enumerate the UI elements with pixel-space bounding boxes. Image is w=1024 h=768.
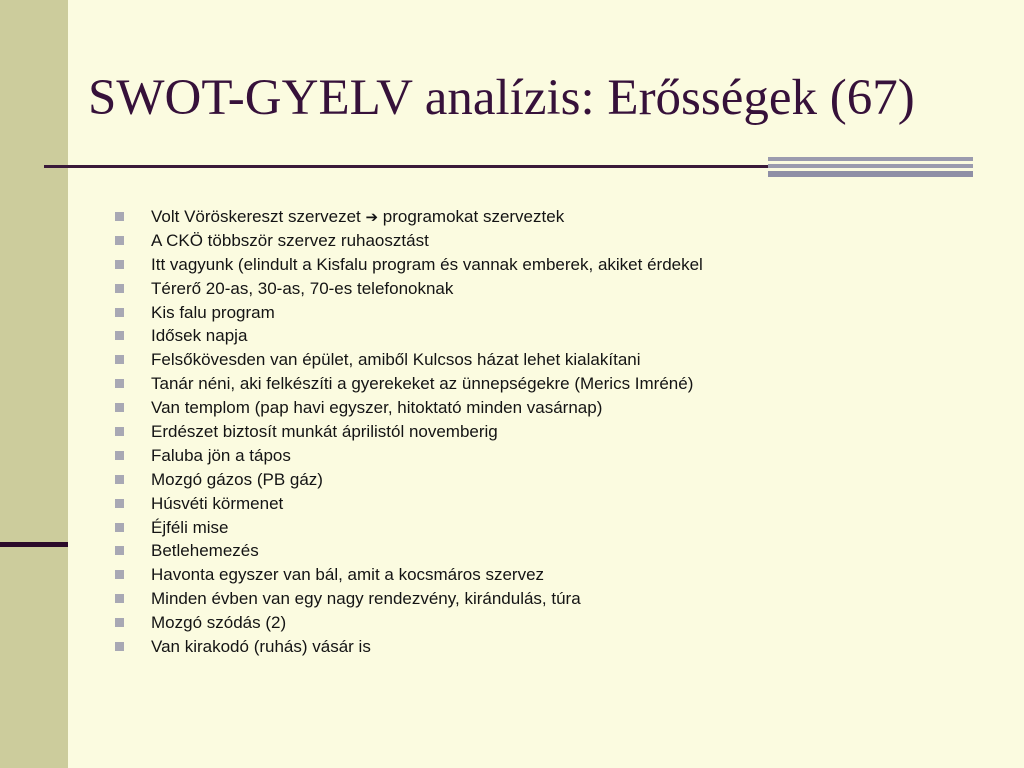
- bullet-square-icon: [115, 546, 124, 555]
- list-item-text: Idősek napja: [151, 326, 248, 346]
- bullet-square-icon: [115, 355, 124, 364]
- list-item: [114, 611, 703, 635]
- list-item-text: Havonta egyszer van bál, amit a kocsmáros szervez: [151, 565, 545, 585]
- left-band-accent-line: [0, 542, 68, 547]
- list-item: [114, 492, 703, 516]
- list-item-text: Felsőkövesden van épület, amiből Kulcsos házat lehet kialakítani: [151, 350, 641, 370]
- list-item-text: Minden évben van egy nagy rendezvény, kirándulás, túra: [151, 589, 581, 609]
- list-item-text: Volt Vöröskereszt szervezet: [151, 207, 366, 226]
- list-item-text: Betlehemezés: [151, 541, 259, 561]
- list-item-text: A CKÖ többször szervez ruhaosztást: [151, 230, 429, 250]
- list-item: [114, 229, 703, 253]
- list-item: [114, 348, 703, 372]
- list-item: [114, 420, 703, 444]
- list-item-text: Éjféli mise: [151, 517, 229, 537]
- bullet-square-icon: [115, 308, 124, 317]
- bullet-square-icon: [115, 618, 124, 627]
- list-item-text: Mozgó szódás (2): [151, 613, 287, 633]
- list-item: [114, 635, 703, 659]
- bullet-square-icon: [115, 403, 124, 412]
- list-item-text: Itt vagyunk (elindult a Kisfalu program és vannak emberek, akiket érdekel: [151, 254, 703, 274]
- list-item: [114, 444, 703, 468]
- underline-bar: [768, 157, 973, 161]
- title-underline-bars: [768, 157, 973, 179]
- bullet-square-icon: [115, 523, 124, 532]
- list-item: [114, 301, 703, 325]
- title-underline: [44, 165, 772, 168]
- list-item-text: Erdészet biztosít munkát áprilistól novemberig: [151, 422, 498, 442]
- list-item: [114, 563, 703, 587]
- underline-bar: [768, 164, 973, 168]
- list-item-text: Térerő 20-as, 30-as, 70-es telefonoknak: [151, 278, 454, 298]
- list-item: [114, 205, 703, 229]
- bullet-square-icon: [115, 499, 124, 508]
- list-item: [114, 396, 703, 420]
- list-item-text: Faluba jön a tápos: [151, 445, 291, 465]
- bullet-square-icon: [115, 475, 124, 484]
- list-item-text: Tanár néni, aki felkészíti a gyerekeket az ünnepségekre (Merics Imréné): [151, 374, 694, 394]
- list-item-text: Mozgó gázos (PB gáz): [151, 469, 323, 489]
- list-item: [114, 253, 703, 277]
- bullet-square-icon: [115, 212, 124, 221]
- list-item-text: Van kirakodó (ruhás) vásár is: [151, 637, 371, 657]
- list-item-text: Húsvéti körmenet: [151, 493, 284, 513]
- list-item: [114, 516, 703, 540]
- underline-bar: [768, 171, 973, 177]
- list-item: [114, 324, 703, 348]
- bullet-square-icon: [115, 284, 124, 293]
- list-item-text: Kis falu program: [151, 302, 275, 322]
- bullet-square-icon: [115, 236, 124, 245]
- bullet-square-icon: [115, 331, 124, 340]
- bullet-square-icon: [115, 570, 124, 579]
- list-item: [114, 468, 703, 492]
- arrow-right-icon: ➔: [365, 208, 379, 226]
- list-item: [114, 372, 703, 396]
- left-decorative-band: [0, 0, 68, 768]
- bullet-square-icon: [115, 594, 124, 603]
- list-item: [114, 277, 703, 301]
- slide-title: SWOT-GYELV analízis: Erősségek (67): [88, 70, 915, 126]
- list-item-text: programokat szerveztek: [378, 207, 565, 226]
- list-item: [114, 539, 703, 563]
- bullet-square-icon: [115, 379, 124, 388]
- bullet-square-icon: [115, 642, 124, 651]
- strengths-list: [114, 205, 703, 659]
- list-item-text: Van templom (pap havi egyszer, hitoktató minden vasárnap): [151, 398, 603, 418]
- bullet-square-icon: [115, 427, 124, 436]
- bullet-square-icon: [115, 451, 124, 460]
- list-item: [114, 587, 703, 611]
- bullet-square-icon: [115, 260, 124, 269]
